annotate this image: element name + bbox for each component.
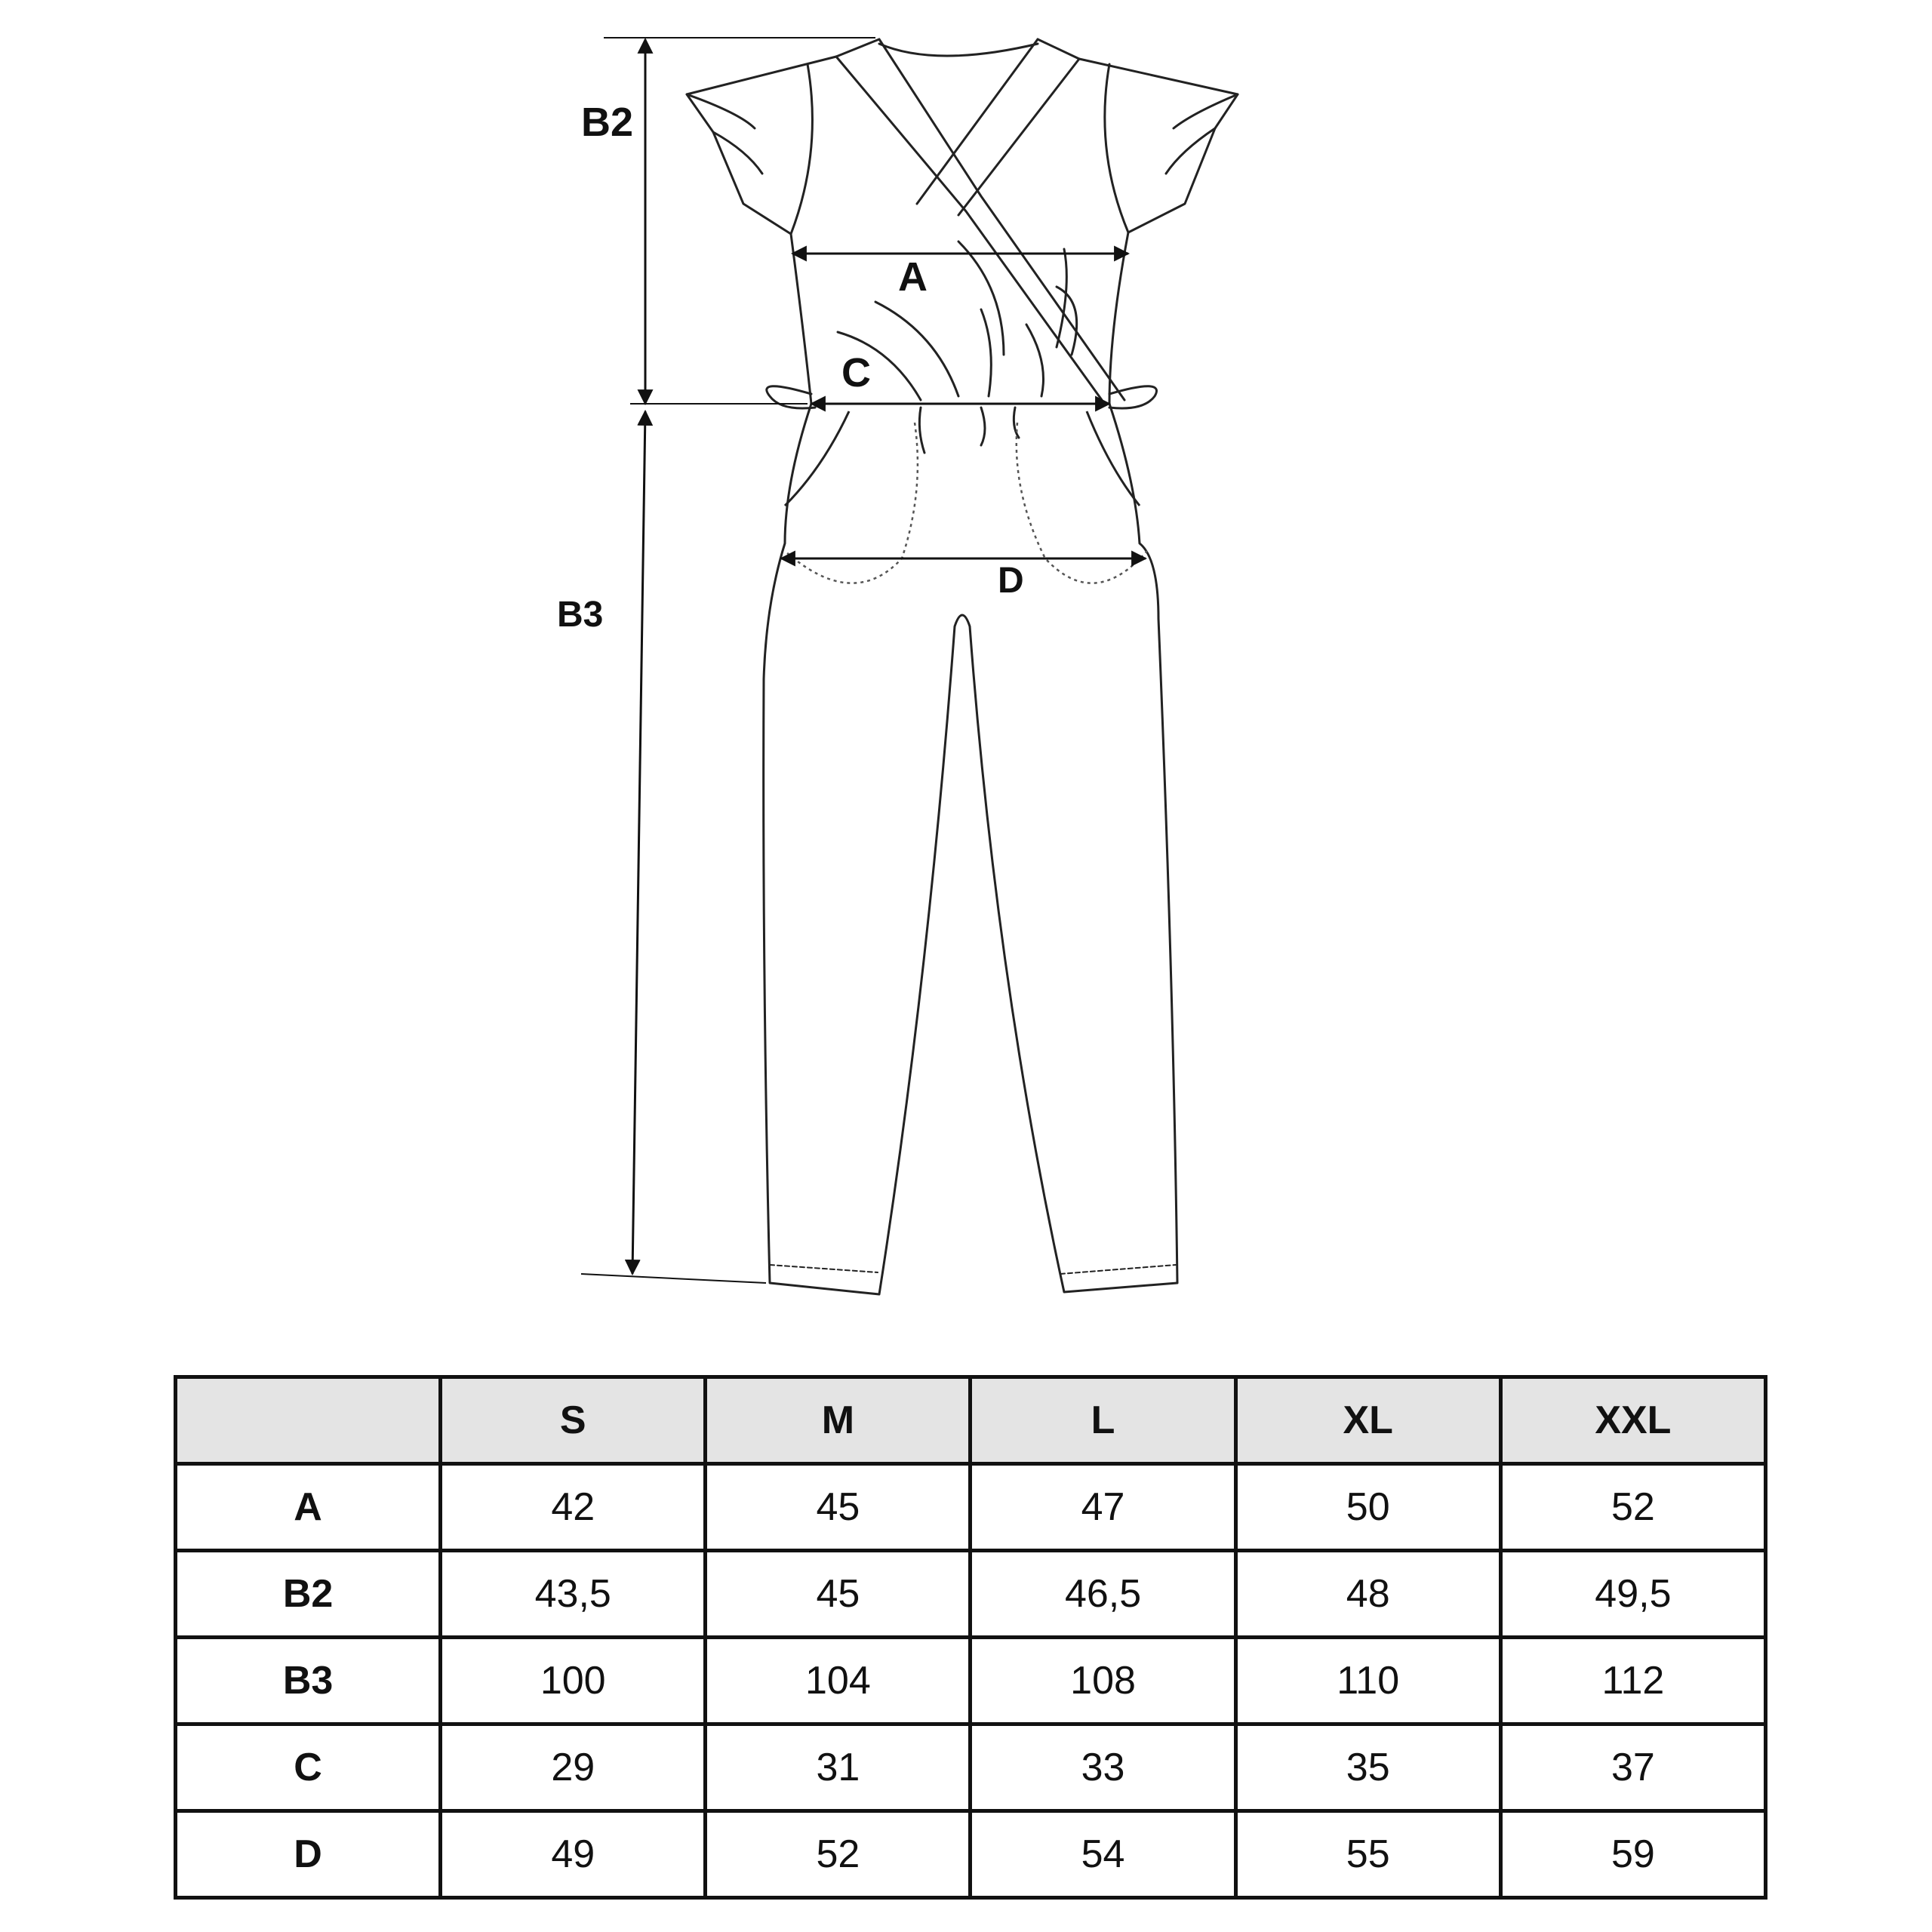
table-row [176, 1464, 1766, 1551]
table-cell: 29 [441, 1724, 706, 1811]
size-header-row [176, 1377, 1766, 1464]
size-header-m: M [706, 1377, 971, 1464]
label-d: D [998, 561, 1024, 601]
table-cell: 55 [1235, 1811, 1500, 1898]
table-row [176, 1638, 1766, 1724]
table-cell: 54 [971, 1811, 1235, 1898]
table-cell: 37 [1500, 1724, 1765, 1811]
table-row [176, 1724, 1766, 1811]
table-cell: 110 [1235, 1638, 1500, 1724]
table-cell: 108 [971, 1638, 1235, 1724]
table-cell: 52 [706, 1811, 971, 1898]
table-cell: 31 [706, 1724, 971, 1811]
table-cell: 33 [971, 1724, 1235, 1811]
pocket-openings [785, 411, 1140, 506]
corner-cell [176, 1377, 441, 1464]
table-row [176, 1551, 1766, 1638]
size-header-l: L [971, 1377, 1235, 1464]
table-cell: 59 [1500, 1811, 1765, 1898]
label-c: C [841, 350, 871, 395]
table-cell: 50 [1235, 1464, 1500, 1551]
measure-lines [581, 38, 1146, 1283]
size-header-xl: XL [1235, 1377, 1500, 1464]
table-cell: 49 [441, 1811, 706, 1898]
table-cell: 52 [1500, 1464, 1765, 1551]
row-label: B3 [176, 1638, 441, 1724]
label-b2: B2 [581, 100, 634, 145]
table-cell: 45 [706, 1464, 971, 1551]
size-chart-table [174, 1375, 1767, 1900]
table-cell: 49,5 [1500, 1551, 1765, 1638]
table-cell: 45 [706, 1551, 971, 1638]
table-cell: 35 [1235, 1724, 1500, 1811]
table-cell: 43,5 [441, 1551, 706, 1638]
table-cell: 100 [441, 1638, 706, 1724]
table-row [176, 1811, 1766, 1898]
row-label: A [176, 1464, 441, 1551]
label-b3: B3 [557, 595, 604, 635]
table-cell: 112 [1500, 1638, 1765, 1724]
table-cell: 104 [706, 1638, 971, 1724]
row-label: B2 [176, 1551, 441, 1638]
table-cell: 42 [441, 1464, 706, 1551]
table-cell: 47 [971, 1464, 1235, 1551]
table-cell: 48 [1235, 1551, 1500, 1638]
size-header-xxl: XXL [1500, 1377, 1765, 1464]
size-header-s: S [441, 1377, 706, 1464]
row-label: D [176, 1811, 441, 1898]
jumpsuit-outline [687, 39, 1238, 1294]
table-cell: 46,5 [971, 1551, 1235, 1638]
row-label: C [176, 1724, 441, 1811]
label-a: A [898, 254, 928, 300]
